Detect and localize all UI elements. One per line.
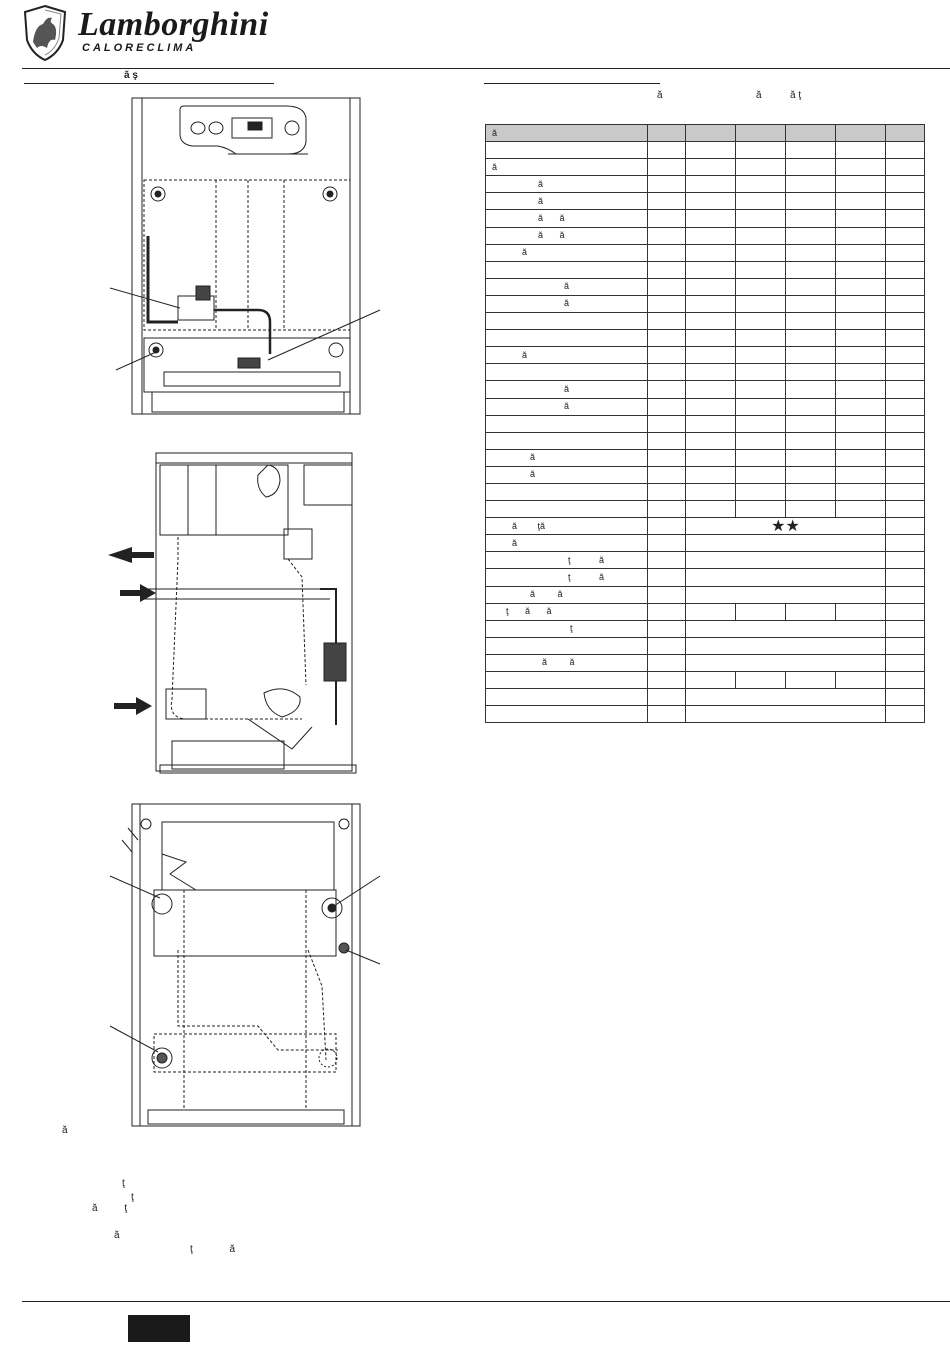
brand-logo-text: Lamborghini	[78, 6, 269, 43]
table-row: ă	[486, 347, 925, 364]
note-glyph: ţ	[131, 1192, 134, 1203]
intro-glyph-3: ă ţ	[790, 90, 802, 101]
intro-glyph-1: ă	[657, 90, 663, 101]
intro-glyph-2: ă	[756, 90, 762, 101]
footer-rule	[22, 1301, 950, 1302]
table-row	[486, 689, 925, 706]
table-row: ă	[486, 244, 925, 261]
table-row: ă ţă ★★	[486, 518, 925, 535]
table-row	[486, 142, 925, 159]
table-row	[486, 706, 925, 723]
note-glyph: ă	[62, 1125, 68, 1136]
table-row: ă	[486, 398, 925, 415]
table-row: ă	[486, 466, 925, 483]
table-row	[486, 483, 925, 500]
table-row: ă ă	[486, 227, 925, 244]
left-heading-rule	[24, 83, 274, 84]
table-row: ă	[486, 159, 925, 176]
table-row: ă	[486, 278, 925, 295]
table-row: ă ă	[486, 586, 925, 603]
table-row: ţ ă ă	[486, 603, 925, 620]
table-row: ă	[486, 176, 925, 193]
table-row	[486, 672, 925, 689]
table-header-row	[486, 125, 925, 142]
table-row	[486, 637, 925, 654]
table-row: ă	[486, 295, 925, 312]
table-row	[486, 432, 925, 449]
note-glyph: ţ	[122, 1178, 125, 1189]
note-glyph: ţ ă	[190, 1244, 236, 1255]
table-row	[486, 415, 925, 432]
table-row: ă ă	[486, 654, 925, 671]
table-row	[486, 501, 925, 518]
table-header-label: ă	[486, 125, 648, 142]
note-glyph: ă ţ	[92, 1203, 128, 1214]
boiler-front-view-diagram	[108, 96, 388, 418]
technical-spec-table	[485, 124, 925, 723]
table-row: ţ ă	[486, 552, 925, 569]
boiler-rear-view-diagram	[108, 800, 388, 1132]
header-rule	[22, 68, 950, 69]
table-row: ă	[486, 449, 925, 466]
table-row: ă	[486, 535, 925, 552]
table-row: ţ	[486, 620, 925, 637]
bull-logo-icon	[22, 4, 68, 62]
left-heading-text: ă ş	[124, 70, 138, 81]
note-glyph: ă	[114, 1230, 120, 1241]
page-number-box	[128, 1315, 190, 1342]
table-row	[486, 313, 925, 330]
table-row: ă ă	[486, 210, 925, 227]
table-row	[486, 330, 925, 347]
table-row: ă	[486, 193, 925, 210]
right-heading-rule	[484, 83, 660, 84]
boiler-side-view-diagram	[88, 449, 388, 777]
efficiency-stars: ★★	[686, 518, 886, 535]
table-row	[486, 364, 925, 381]
table-row: ţ ă	[486, 569, 925, 586]
table-row	[486, 261, 925, 278]
table-row: ă	[486, 381, 925, 398]
brand-subtitle: CALORECLIMA	[82, 42, 197, 54]
